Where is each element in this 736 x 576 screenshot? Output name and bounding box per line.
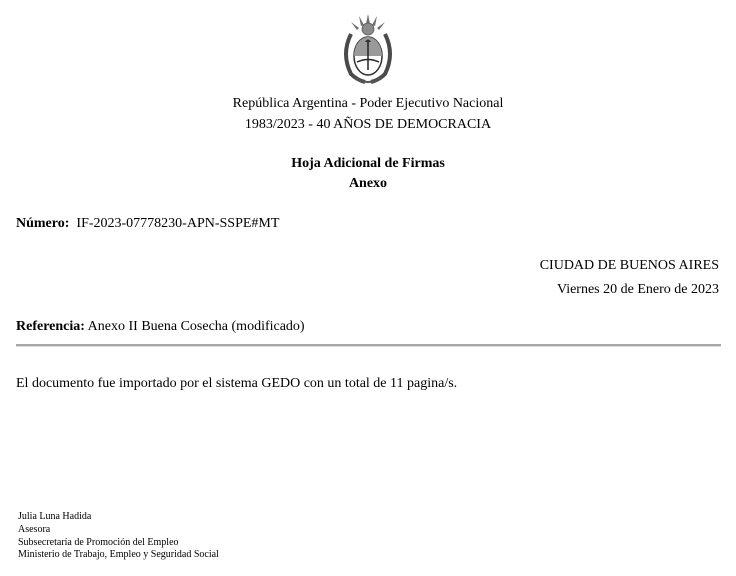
numero-label: Número: [16, 216, 70, 231]
signer-ministry: Ministerio de Trabajo, Empleo y Seguridad Social [18, 549, 219, 560]
referencia-row [16, 319, 305, 335]
argentina-coat-of-arms-icon [337, 12, 399, 86]
numero-value: IF-2023-07778230-APN-SSPE#MT [76, 216, 280, 231]
numero-row [16, 216, 279, 232]
document-title: Hoja Adicional de Firmas [291, 156, 445, 171]
header-line-2: 1983/2023 - 40 AÑOS DE DEMOCRACIA [244, 117, 492, 132]
referencia-label: Referencia: [16, 319, 85, 334]
divider [16, 344, 721, 347]
signer-name: Julia Luna Hadida [18, 511, 92, 522]
city: CIUDAD DE BUENOS AIRES [539, 258, 719, 273]
referencia-value: Anexo II Buena Cosecha (modificado) [87, 319, 305, 334]
header-line-1: República Argentina - Poder Ejecutivo Nacional [232, 96, 504, 111]
document-subtitle: Anexo [348, 176, 388, 191]
signer-role: Asesora [18, 524, 51, 535]
body-text: El documento fue importado por el sistema GEDO con un total de 11 pagina/s. [16, 376, 458, 391]
date: Viernes 20 de Enero de 2023 [556, 282, 719, 297]
signer-unit: Subsecretaría de Promoción del Empleo [18, 537, 179, 548]
